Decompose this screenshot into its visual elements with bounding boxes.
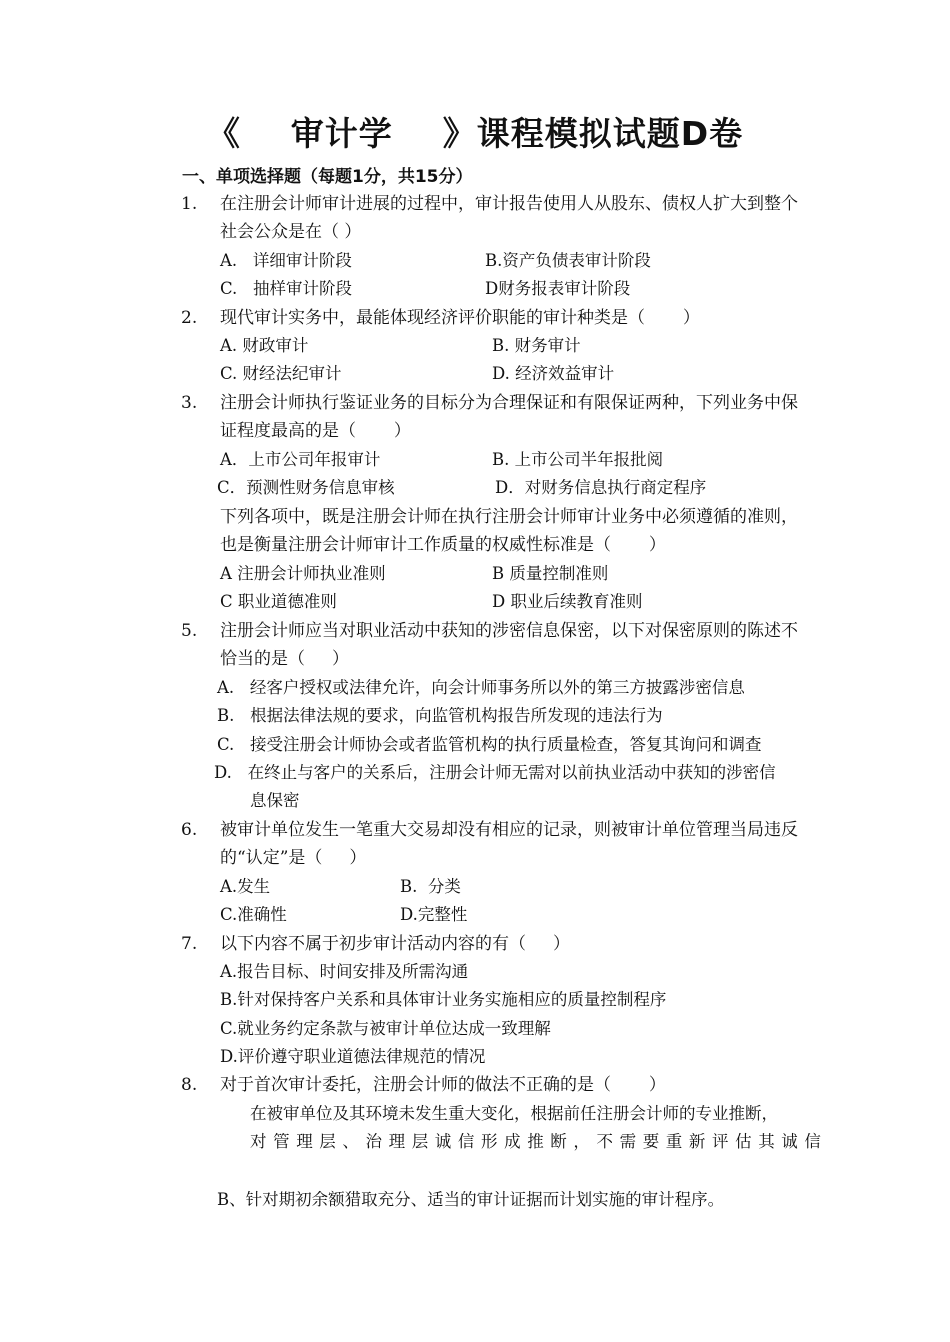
option: D财务报表审计阶段 (485, 279, 631, 298)
question-text: 也是衡量注册会计师审计工作质量的权威性标准是（ ） (220, 535, 666, 555)
option-continuation: 对管理层、治理层诚信形成推断，不需要重新评估其诚信 (250, 1132, 828, 1151)
option: B 质量控制准则 (492, 564, 609, 583)
question-text: 的“认定”是（ ） (220, 848, 367, 868)
page-title: 《 审计学 》课程模拟试题D卷 (206, 114, 744, 153)
option: C. 财经法纪审计 (220, 364, 342, 383)
option: C.就业务约定条款与被审计单位达成一致理解 (220, 1019, 551, 1038)
option: D．对财务信息执行商定程序 (495, 478, 707, 497)
question-number: 3. (181, 393, 198, 413)
option: A. 详细审计阶段 (220, 251, 352, 270)
section-heading: 一、单项选择题（每题1分，共15分） (182, 167, 473, 187)
option: A. 财政审计 (220, 336, 309, 355)
option-continuation: 息保密 (250, 791, 300, 810)
option: B.资产负债表审计阶段 (485, 251, 651, 270)
question-number: 1. (181, 194, 198, 214)
option: B. 上市公司半年报批阅 (492, 450, 664, 469)
option: A 注册会计师执业准则 (220, 564, 386, 583)
question-text: 在注册会计师审计进展的过程中，审计报告使用人从股东、债权人扩大到整个 (220, 194, 798, 214)
option: A. 经客户授权或法律允许，向会计师事务所以外的第三方披露涉密信息 (217, 678, 745, 697)
question-text: 证程度最高的是（ ） (220, 421, 411, 441)
question-text: 社会公众是在（ ） (220, 222, 362, 242)
option: A.报告目标、时间安排及所需沟通 (220, 962, 469, 981)
option: 在被审单位及其环境未发生重大变化，根据前任注册会计师的专业推断， (250, 1104, 778, 1123)
option: C 职业道德准则 (220, 592, 337, 611)
question-text: 以下内容不属于初步审计活动内容的有（ ） (220, 934, 571, 954)
option: D.完整性 (400, 905, 468, 924)
option: B. 分类 (400, 877, 461, 896)
question-text: 现代审计实务中，最能体现经济评价职能的审计种类是（ ） (220, 308, 700, 328)
option: C.准确性 (220, 905, 287, 924)
question-text: 恰当的是（ ） (220, 649, 350, 669)
question-text: 注册会计师执行鉴证业务的目标分为合理保证和有限保证两种，下列业务中保 (220, 393, 798, 413)
question-number: 7. (181, 934, 198, 954)
question-number: 5. (181, 621, 198, 641)
option: C. 抽样审计阶段 (220, 279, 353, 298)
option: A.发生 (220, 877, 271, 896)
option: B. 根据法律法规的要求，向监管机构报告所发现的违法行为 (217, 706, 663, 725)
option: B. 财务审计 (492, 336, 581, 355)
option: D. 经济效益审计 (492, 364, 615, 383)
question-text: 对于首次审计委托，注册会计师的做法不正确的是（ ） (220, 1075, 666, 1095)
question-number: 8. (181, 1075, 198, 1095)
question-text: 下列各项中，既是注册会计师在执行注册会计师审计业务中必须遵循的准则， (220, 507, 798, 527)
option: B、针对期初余额猎取充分、适当的审计证据而计划实施的审计程序。 (217, 1190, 725, 1209)
option: D.评价遵守职业道德法律规范的情况 (220, 1047, 486, 1066)
question-number: 6. (181, 820, 198, 840)
option: B.针对保持客户关系和具体审计业务实施相应的质量控制程序 (220, 990, 667, 1009)
option: D. 在终止与客户的关系后，注册会计师无需对以前执业活动中获知的涉密信 (214, 763, 776, 782)
option: D 职业后续教育准则 (492, 592, 643, 611)
question-text: 注册会计师应当对职业活动中获知的涉密信息保密，以下对保密原则的陈述不 (220, 621, 798, 641)
option: C．预测性财务信息审核 (217, 478, 395, 497)
question-number: 2. (181, 308, 198, 328)
option: A．上市公司年报审计 (220, 450, 381, 469)
question-text: 被审计单位发生一笔重大交易却没有相应的记录，则被审计单位管理当局违反 (220, 820, 798, 840)
option: C. 接受注册会计师协会或者监管机构的执行质量检查，答复其询问和调查 (217, 735, 762, 754)
